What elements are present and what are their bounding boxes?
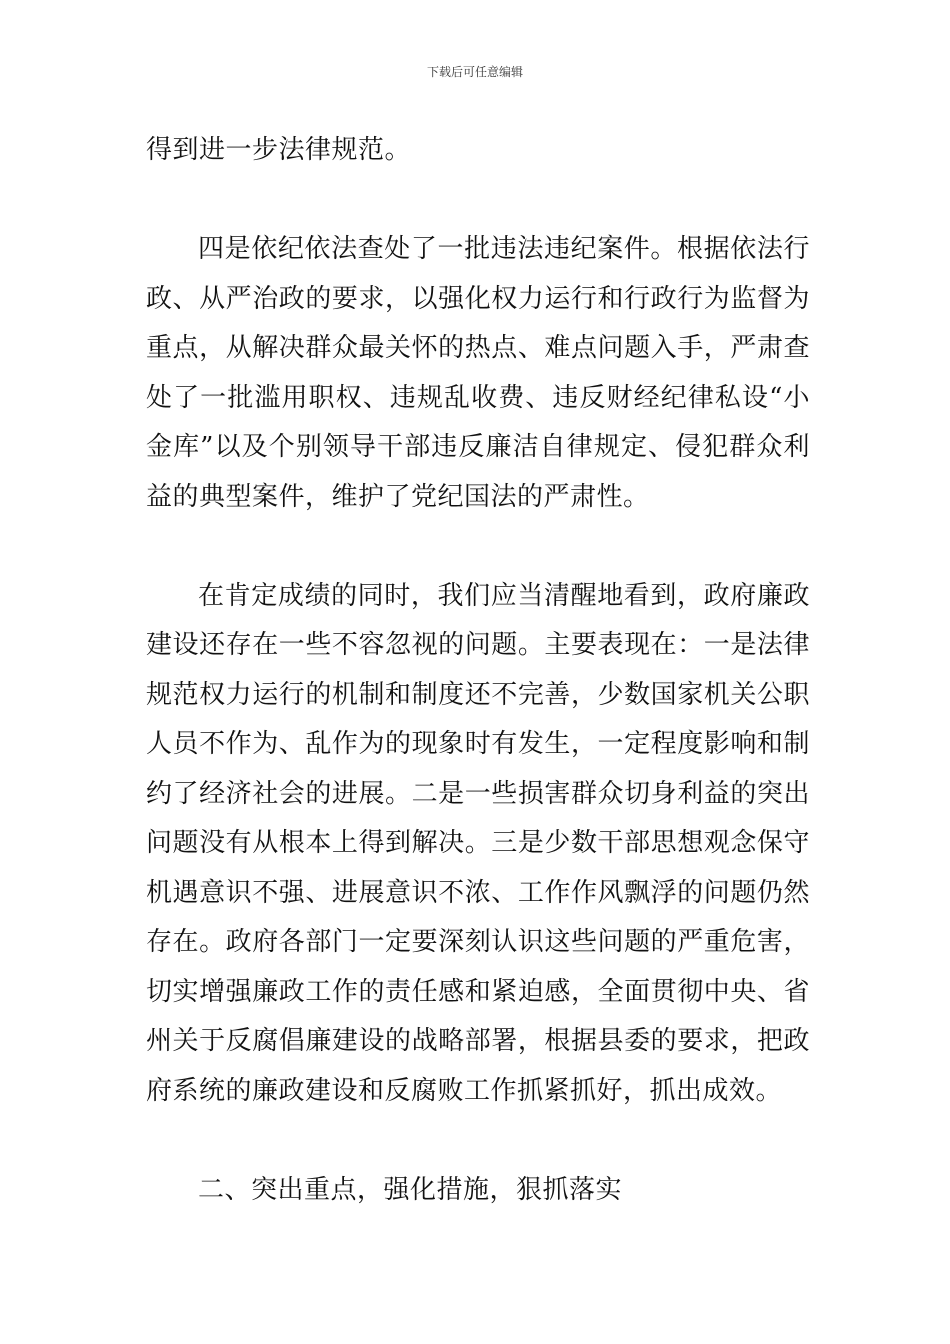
paragraph-cases: 四是依纪依法查处了一批违法违纪案件。根据依法行政、从严治政的要求，以强化权力运行和行政行为监督为重点，从解决群众最关怀的热点、难点问题入手，严肃查处了一批滥用职权、违规乱收费、违反财经纪律私设“小金库”以及个别领导干部违反廉洁自律规定、侵犯群众利益的典型案件，维护了党纪国法的严肃性。: [146, 234, 810, 512]
document-body: [146, 126, 810, 1215]
paragraph-continuation: 得到进一步法律规范。: [146, 135, 412, 165]
section-heading: 二、突出重点，强化措施，狠抓落实: [198, 1174, 623, 1205]
paragraph-problems: 在肯定成绩的同时，我们应当清醒地看到，政府廉政建设还存在一些不容忽视的问题。主要表现在：一是法律规范权力运行的机制和制度还不完善，少数国家机关公职人员不作为、乱作为的现象时有发生，一定程度影响和制约了经济社会的进展。二是一些损害群众切身利益的突出问题没有从根本上得到解决。三是少数干部思想观念保守机遇意识不强、进展意识不浓、工作作风飘浮的问题仍然存在。政府各部门一定要深刻认识这些问题的严重危害，切实增强廉政工作的责任感和紧迫感，全面贯彻中央、省州关于反腐倡廉建设的战略部署，根据县委的要求，把政府系统的廉政建设和反腐败工作抓紧抓好，抓出成效。: [146, 580, 810, 1106]
page-header: 下载后可任意编辑: [426, 65, 523, 79]
